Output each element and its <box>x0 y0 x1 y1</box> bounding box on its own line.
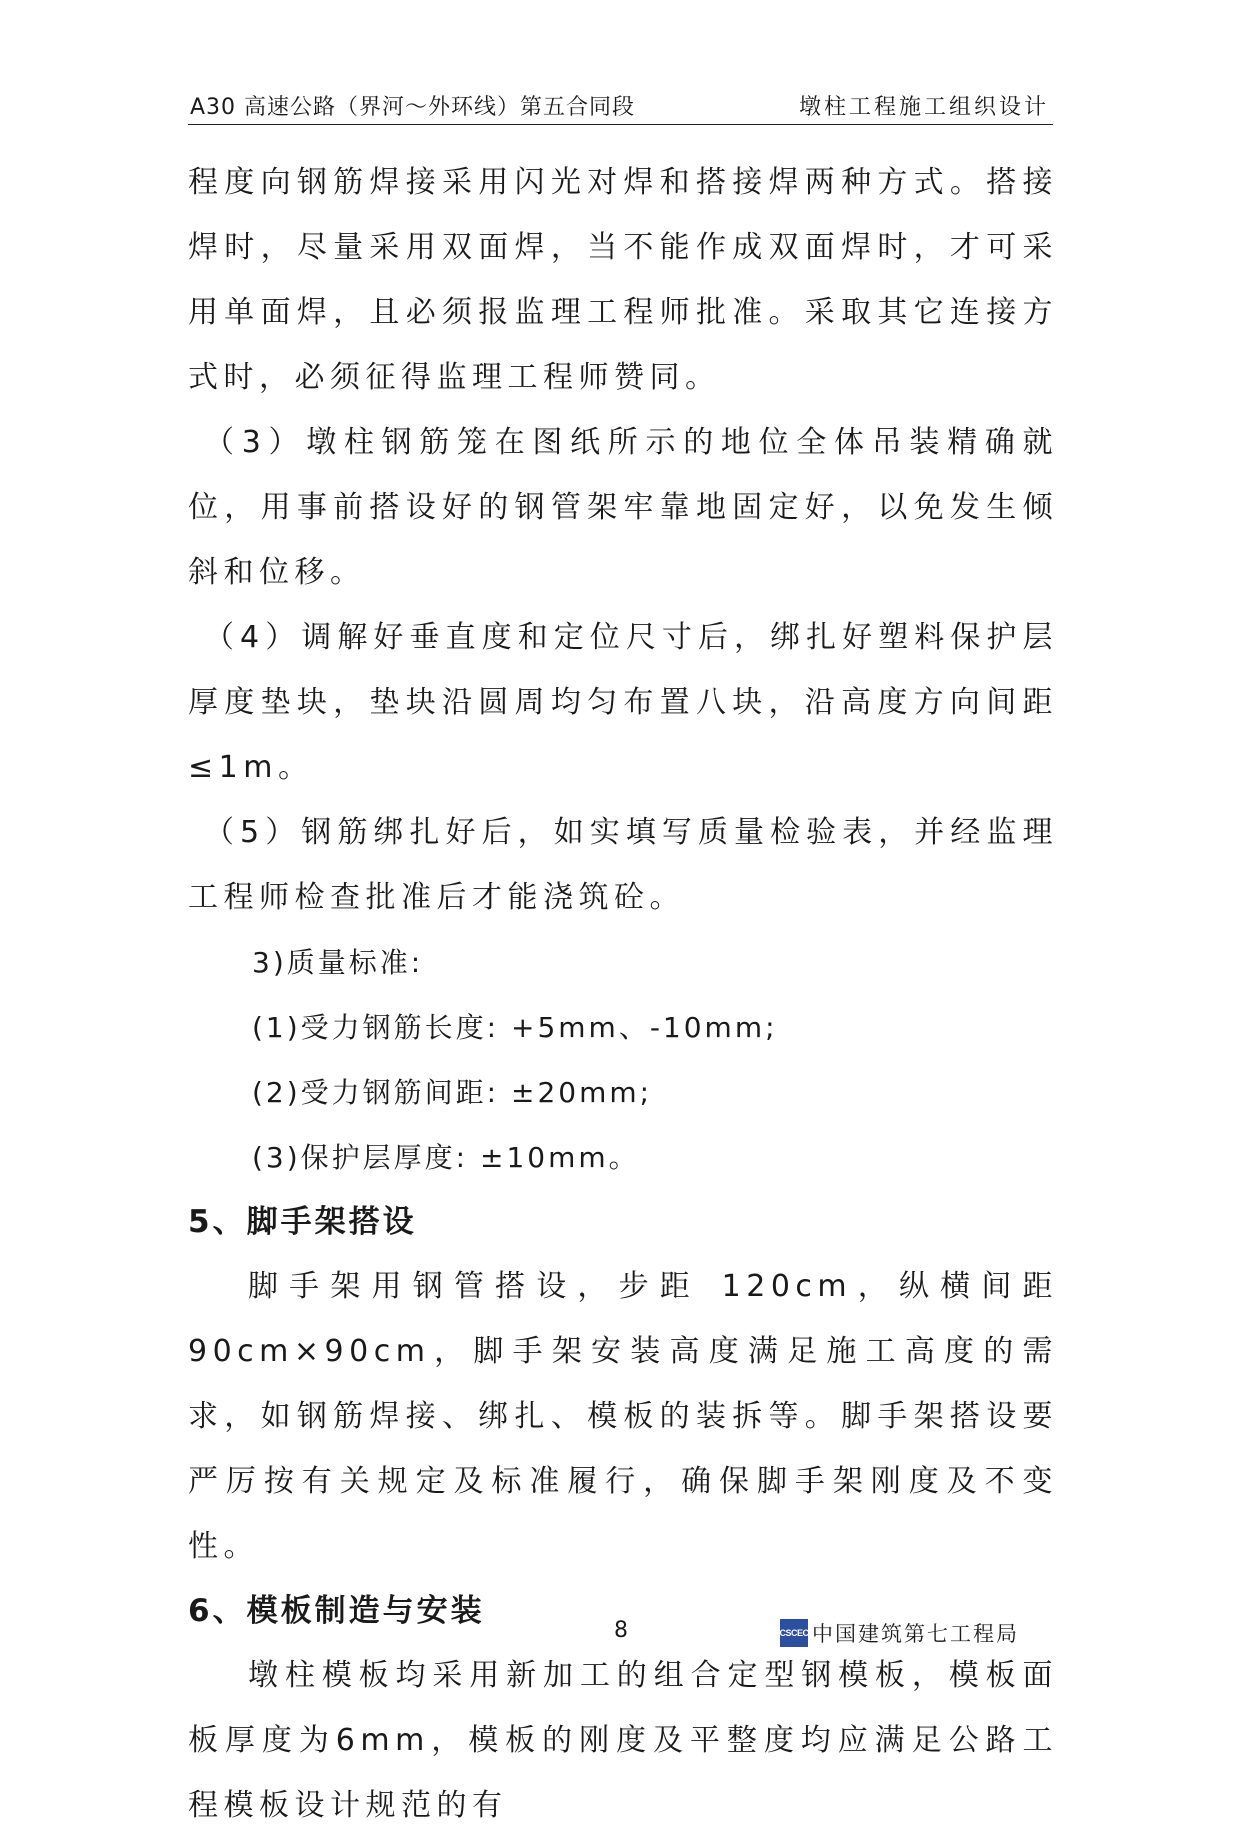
paragraph-formwork: 墩柱模板均采用新加工的组合定型钢模板，模板面板厚度为6mm，模板的刚度及平整度均应满足公路工程模板设计规范的有 <box>188 1658 1058 1823</box>
page-header <box>188 84 1053 125</box>
quality-item-cover: (3)保护层厚度: ±10mm。 <box>252 1141 640 1174</box>
header-project-title: A30 高速公路（界河～外环线）第五合同段 <box>190 95 636 120</box>
section-heading-scaffold: 5、脚手架搭设 <box>188 1204 417 1240</box>
page-footer <box>0 1618 1241 1654</box>
section-heading-formwork: 6、模板制造与安装 <box>188 1593 485 1629</box>
footer-brand <box>780 1618 1019 1648</box>
quality-item-spacing: (2)受力钢筋间距: ±20mm; <box>252 1076 653 1109</box>
header-document-title: 墩柱工程施工组织设计 <box>798 95 1049 120</box>
paragraph-scaffold: 脚手架用钢管搭设，步距 120cm，纵横间距 90cm×90cm，脚手架安装高度满足施工高度的需求，如钢筋焊接、绑扎、模板的装拆等。脚手架搭设要严厉按有关规定及标准履行，确保脚手架刚度及不变性。 <box>188 1269 1058 1564</box>
paragraph-cage-install: （3）墩柱钢筋笼在图纸所示的地位全体吊装精确就位，用事前搭设好的钢管架牢靠地固定好，以免发生倾斜和位移。 <box>188 425 1058 590</box>
document-body <box>188 150 1058 1838</box>
company-name: 中国建筑第七工程局 <box>812 1622 1019 1646</box>
paragraph-spacer-blocks: （4）调解好垂直度和定位尺寸后，绑扎好塑料保护层厚度垫块，垫块沿圆周均匀布置八块，沿高度方向间距≤1m。 <box>188 620 1058 785</box>
paragraph-inspection: （5）钢筋绑扎好后，如实填写质量检验表，并经监理工程师检查批准后才能浇筑砼。 <box>188 815 1058 915</box>
company-logo-icon: CSCEC <box>780 1619 808 1647</box>
paragraph-welding: 程度向钢筋焊接采用闪光对焊和搭接焊两种方式。搭接焊时，尽量采用双面焊，当不能作成双面焊时，才可采用单面焊，且必须报监理工程师批准。采取其它连接方式时，必须征得监理工程师赞同。 <box>188 165 1058 395</box>
page-number: 8 <box>614 1618 628 1643</box>
quality-item-length: (1)受力钢筋长度: +5mm、-10mm; <box>252 1011 778 1044</box>
quality-standard-title: 3)质量标准: <box>252 946 424 979</box>
